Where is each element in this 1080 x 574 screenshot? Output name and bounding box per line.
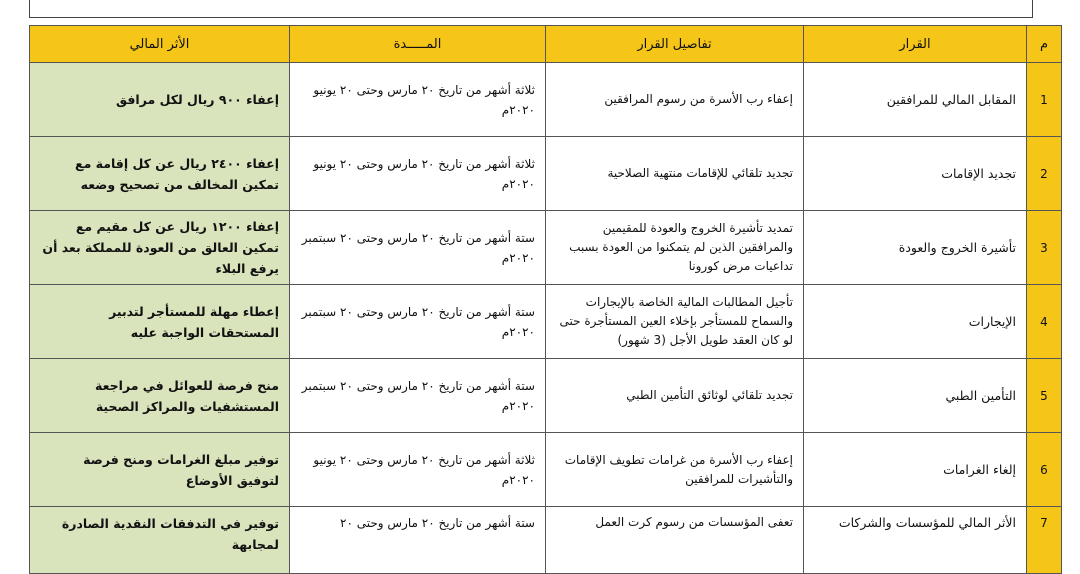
header-decision: القرار bbox=[804, 26, 1027, 63]
header-duration: المـــــدة bbox=[290, 26, 546, 63]
decisions-table bbox=[29, 25, 1062, 574]
table-row bbox=[30, 137, 1062, 211]
table-row bbox=[30, 507, 1062, 574]
decision-cell: تأشيرة الخروج والعودة bbox=[804, 211, 1027, 285]
impact-cell: إعطاء مهلة للمستأجر لتدبير المستحقات الواجبة عليه bbox=[30, 285, 290, 359]
table-row bbox=[30, 211, 1062, 285]
decision-cell: التأمين الطبي bbox=[804, 359, 1027, 433]
header-details: تفاصيل القرار bbox=[546, 26, 804, 63]
impact-cell: توفير مبلغ الغرامات ومنح فرصة لتوفيق الأوضاع bbox=[30, 433, 290, 507]
decision-cell: إلغاء الغرامات bbox=[804, 433, 1027, 507]
details-cell: تأجيل المطالبات المالية الخاصة بالإيجارات والسماح للمستأجر بإخلاء العين المستأجرة حتى لو كان العقد طويل الأجل (3 شهور) bbox=[546, 285, 804, 359]
header-impact: الأثر المالي bbox=[30, 26, 290, 63]
decision-cell: تجديد الإقامات bbox=[804, 137, 1027, 211]
row-number: 3 bbox=[1027, 211, 1062, 285]
row-number: 6 bbox=[1027, 433, 1062, 507]
duration-cell: ستة أشهر من تاريخ ٢٠ مارس وحتى ٢٠ سبتمبر ٢٠٢٠م bbox=[290, 285, 546, 359]
row-number: 1 bbox=[1027, 63, 1062, 137]
duration-cell: ستة أشهر من تاريخ ٢٠ مارس وحتى ٢٠ سبتمبر ٢٠٢٠م bbox=[290, 211, 546, 285]
details-cell: تجديد تلقائي للإقامات منتهية الصلاحية bbox=[546, 137, 804, 211]
duration-cell: ستة أشهر من تاريخ ٢٠ مارس وحتى ٢٠ bbox=[290, 507, 546, 574]
impact-cell: إعفاء ٢٤٠٠ ريال عن كل إقامة مع تمكين المخالف من تصحيح وضعه bbox=[30, 137, 290, 211]
table-row bbox=[30, 433, 1062, 507]
table-row bbox=[30, 63, 1062, 137]
row-number: 7 bbox=[1027, 507, 1062, 574]
row-number: 4 bbox=[1027, 285, 1062, 359]
duration-cell: ثلاثة أشهر من تاريخ ٢٠ مارس وحتى ٢٠ يونيو ٢٠٢٠م bbox=[290, 137, 546, 211]
details-cell: إعفاء رب الأسرة من رسوم المرافقين bbox=[546, 63, 804, 137]
header-num: م bbox=[1027, 26, 1062, 63]
table-row bbox=[30, 285, 1062, 359]
row-number: 5 bbox=[1027, 359, 1062, 433]
row-number: 2 bbox=[1027, 137, 1062, 211]
impact-cell: توفير في التدفقات النقدية الصادرة لمجابهة bbox=[30, 507, 290, 574]
impact-cell: إعفاء ٩٠٠ ريال لكل مرافق bbox=[30, 63, 290, 137]
details-cell: تمديد تأشيرة الخروج والعودة للمقيمين والمرافقين الذين لم يتمكنوا من العودة بسبب تداعيات مرض كورونا bbox=[546, 211, 804, 285]
duration-cell: ستة أشهر من تاريخ ٢٠ مارس وحتى ٢٠ سبتمبر ٢٠٢٠م bbox=[290, 359, 546, 433]
duration-cell: ثلاثة أشهر من تاريخ ٢٠ مارس وحتى ٢٠ يونيو ٢٠٢٠م bbox=[290, 63, 546, 137]
details-cell: تعفى المؤسسات من رسوم كرت العمل bbox=[546, 507, 804, 574]
duration-cell: ثلاثة أشهر من تاريخ ٢٠ مارس وحتى ٢٠ يونيو ٢٠٢٠م bbox=[290, 433, 546, 507]
decision-cell: المقابل المالي للمرافقين bbox=[804, 63, 1027, 137]
details-cell: إعفاء رب الأسرة من غرامات تطويف الإقامات والتأشيرات للمرافقين bbox=[546, 433, 804, 507]
details-cell: تجديد تلقائي لوثائق التأمين الطبي bbox=[546, 359, 804, 433]
header-row bbox=[30, 26, 1062, 63]
table-row bbox=[30, 359, 1062, 433]
title-box bbox=[29, 0, 1033, 18]
impact-cell: إعفاء ١٢٠٠ ريال عن كل مقيم مع تمكين العالق من العودة للمملكة بعد أن يرفع البلاء bbox=[30, 211, 290, 285]
impact-cell: منح فرصة للعوائل في مراجعة المستشفيات والمراكز الصحية bbox=[30, 359, 290, 433]
decision-cell: الإيجارات bbox=[804, 285, 1027, 359]
decision-cell: الأثر المالي للمؤسسات والشركات bbox=[804, 507, 1027, 574]
